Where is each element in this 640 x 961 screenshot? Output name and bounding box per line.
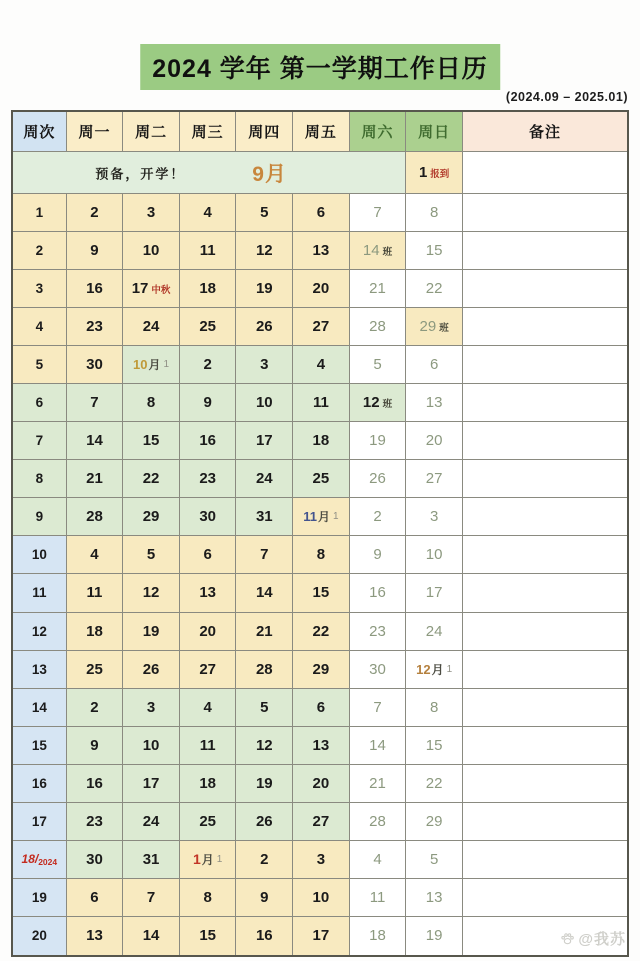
header-wednesday: 周三 — [180, 112, 237, 152]
week-number-cell: 3 — [13, 270, 67, 308]
day-cell: 17 — [236, 422, 293, 460]
remark-cell — [463, 232, 627, 270]
day-cell: 25 — [180, 803, 237, 841]
day-cell: 20 — [293, 765, 350, 803]
week-number-cell: 18/ 2024 — [13, 841, 67, 879]
day-cell: 26 — [123, 651, 180, 689]
day-cell: 8 — [123, 384, 180, 422]
day-cell: 23 — [350, 613, 407, 651]
day-cell: 18 — [350, 917, 407, 955]
day-cell: 21 — [350, 270, 407, 308]
day-cell: 20 — [406, 422, 463, 460]
day-cell: 6 — [67, 879, 124, 917]
day-cell: 2 — [67, 689, 124, 727]
day-cell: 22 — [293, 613, 350, 651]
day-cell: 26 — [236, 308, 293, 346]
day-cell: 3 — [123, 194, 180, 232]
day-cell: 9 — [67, 727, 124, 765]
week-number-cell: 2 — [13, 232, 67, 270]
day-cell: 8 — [293, 536, 350, 574]
watermark-text: @我苏 — [578, 931, 626, 948]
remark-cell — [463, 384, 627, 422]
day-cell: 24 — [123, 803, 180, 841]
day-cell: 30 — [67, 346, 124, 384]
month-banner-september — [13, 152, 406, 194]
day-cell: 8 — [180, 879, 237, 917]
day-cell: 7 — [67, 384, 124, 422]
day-cell: 17 — [406, 574, 463, 612]
day-cell: 23 — [67, 308, 124, 346]
remark-cell — [463, 803, 627, 841]
day-cell: 16 — [350, 574, 407, 612]
day-cell: 13 — [293, 727, 350, 765]
page-title: 2024 学年 第一学期工作日历 — [140, 44, 500, 90]
remark-cell — [463, 651, 627, 689]
day-cell: 2 — [67, 194, 124, 232]
day-cell: 9 — [180, 384, 237, 422]
day-cell: 12 班 — [350, 384, 407, 422]
remark-cell — [463, 460, 627, 498]
header-thursday: 周四 — [236, 112, 293, 152]
week-number-cell: 8 — [13, 460, 67, 498]
day-cell: 17 中秋 — [123, 270, 180, 308]
remark-cell — [463, 152, 627, 194]
day-cell: 22 — [123, 460, 180, 498]
day-cell: 11 月 1 — [293, 498, 350, 536]
day-cell: 10 — [406, 536, 463, 574]
day-cell: 21 — [67, 460, 124, 498]
day-cell: 1 月 1 — [180, 841, 237, 879]
day-cell: 14 — [67, 422, 124, 460]
paw-icon — [560, 931, 575, 946]
week-number-cell: 16 — [13, 765, 67, 803]
day-cell: 2 — [180, 346, 237, 384]
day-cell: 4 — [350, 841, 407, 879]
week-number-cell: 5 — [13, 346, 67, 384]
day-cell: 5 — [406, 841, 463, 879]
day-cell: 30 — [350, 651, 407, 689]
week-number-cell: 11 — [13, 574, 67, 612]
date-range-subtitle: (2024.09 – 2025.01) — [505, 90, 628, 104]
header-remarks: 备注 — [463, 112, 627, 152]
day-cell: 24 — [123, 308, 180, 346]
week-number-cell: 10 — [13, 536, 67, 574]
day-cell: 15 — [123, 422, 180, 460]
remark-cell — [463, 613, 627, 651]
week-number-cell: 13 — [13, 651, 67, 689]
remark-cell — [463, 422, 627, 460]
day-cell: 10 — [123, 727, 180, 765]
day-cell: 15 — [406, 727, 463, 765]
day-cell: 26 — [236, 803, 293, 841]
day-cell: 19 — [350, 422, 407, 460]
day-cell: 3 — [406, 498, 463, 536]
day-cell: 7 — [236, 536, 293, 574]
day-cell: 3 — [293, 841, 350, 879]
day-cell: 16 — [236, 917, 293, 955]
day-cell: 10 — [293, 879, 350, 917]
day-cell: 13 — [406, 384, 463, 422]
day-cell: 6 — [293, 689, 350, 727]
remark-cell — [463, 727, 627, 765]
day-cell: 24 — [236, 460, 293, 498]
day-cell: 12 — [236, 727, 293, 765]
day-cell: 29 班 — [406, 308, 463, 346]
day-cell: 10 月 1 — [123, 346, 180, 384]
day-cell: 27 — [180, 651, 237, 689]
day-cell: 8 — [406, 689, 463, 727]
day-cell: 26 — [350, 460, 407, 498]
day-cell: 11 — [180, 232, 237, 270]
month-label-september: 9月 — [252, 162, 287, 186]
week-number-cell: 19 — [13, 879, 67, 917]
day-cell: 5 — [350, 346, 407, 384]
day-cell: 13 — [180, 574, 237, 612]
day-cell: 5 — [236, 689, 293, 727]
day-cell: 23 — [180, 460, 237, 498]
day-cell: 7 — [350, 194, 407, 232]
day-cell: 19 — [236, 765, 293, 803]
day-cell: 12 月 1 — [406, 651, 463, 689]
day-cell: 9 — [67, 232, 124, 270]
day-cell: 16 — [180, 422, 237, 460]
day-cell: 27 — [406, 460, 463, 498]
day-cell: 31 — [123, 841, 180, 879]
header-week-no: 周次 — [13, 112, 67, 152]
day-cell: 5 — [236, 194, 293, 232]
day-cell: 18 — [180, 765, 237, 803]
day-cell: 27 — [293, 308, 350, 346]
remark-cell — [463, 879, 627, 917]
day-cell: 25 — [293, 460, 350, 498]
semester-calendar-table — [11, 110, 629, 957]
day-cell: 16 — [67, 765, 124, 803]
header-tuesday: 周二 — [123, 112, 180, 152]
day-cell: 28 — [236, 651, 293, 689]
day-cell: 14 — [350, 727, 407, 765]
day-cell: 14 班 — [350, 232, 407, 270]
day-cell: 18 — [293, 422, 350, 460]
day-cell: 2 — [236, 841, 293, 879]
day-cell: 18 — [180, 270, 237, 308]
remark-cell — [463, 308, 627, 346]
day-cell: 14 — [123, 917, 180, 955]
day-cell: 1 报到 — [406, 152, 463, 194]
day-cell: 15 — [180, 917, 237, 955]
day-cell: 19 — [406, 917, 463, 955]
day-cell: 4 — [67, 536, 124, 574]
day-cell: 18 — [67, 613, 124, 651]
day-cell: 16 — [67, 270, 124, 308]
day-cell: 2 — [350, 498, 407, 536]
day-cell: 17 — [293, 917, 350, 955]
header-sunday: 周日 — [406, 112, 463, 152]
day-cell: 31 — [236, 498, 293, 536]
week-number-cell: 4 — [13, 308, 67, 346]
week-number-cell: 6 — [13, 384, 67, 422]
day-cell: 9 — [236, 879, 293, 917]
day-cell: 14 — [236, 574, 293, 612]
day-cell: 6 — [406, 346, 463, 384]
day-cell: 30 — [180, 498, 237, 536]
remark-cell — [463, 194, 627, 232]
day-cell: 11 — [180, 727, 237, 765]
day-cell: 17 — [123, 765, 180, 803]
day-cell: 12 — [236, 232, 293, 270]
day-cell: 7 — [123, 879, 180, 917]
day-cell: 6 — [180, 536, 237, 574]
day-cell: 4 — [180, 689, 237, 727]
day-cell: 19 — [236, 270, 293, 308]
remark-cell — [463, 689, 627, 727]
day-cell: 10 — [236, 384, 293, 422]
watermark — [560, 928, 626, 949]
week-number-cell: 1 — [13, 194, 67, 232]
day-cell: 3 — [236, 346, 293, 384]
day-cell: 24 — [406, 613, 463, 651]
day-cell: 22 — [406, 270, 463, 308]
week-number-cell: 12 — [13, 613, 67, 651]
day-cell: 13 — [67, 917, 124, 955]
remark-cell — [463, 270, 627, 308]
day-cell: 27 — [293, 803, 350, 841]
day-cell: 29 — [293, 651, 350, 689]
day-cell: 19 — [123, 613, 180, 651]
day-cell: 13 — [406, 879, 463, 917]
day-cell: 25 — [67, 651, 124, 689]
week-number-cell: 9 — [13, 498, 67, 536]
day-cell: 21 — [236, 613, 293, 651]
day-cell: 22 — [406, 765, 463, 803]
day-cell: 15 — [293, 574, 350, 612]
day-cell: 30 — [67, 841, 124, 879]
week-number-cell: 15 — [13, 727, 67, 765]
day-cell: 10 — [123, 232, 180, 270]
remark-cell — [463, 574, 627, 612]
day-cell: 25 — [180, 308, 237, 346]
day-cell: 28 — [350, 803, 407, 841]
day-cell: 12 — [123, 574, 180, 612]
day-cell: 11 — [293, 384, 350, 422]
day-cell: 7 — [350, 689, 407, 727]
header-saturday: 周六 — [350, 112, 407, 152]
day-cell: 29 — [406, 803, 463, 841]
remark-cell — [463, 498, 627, 536]
day-cell: 11 — [67, 574, 124, 612]
day-cell: 11 — [350, 879, 407, 917]
day-cell: 4 — [293, 346, 350, 384]
day-cell: 29 — [123, 498, 180, 536]
week-number-cell: 7 — [13, 422, 67, 460]
remark-cell — [463, 346, 627, 384]
remark-cell — [463, 841, 627, 879]
day-cell: 20 — [180, 613, 237, 651]
semester-start-note: 预备，开学！ — [95, 166, 186, 181]
day-cell: 9 — [350, 536, 407, 574]
day-cell: 23 — [67, 803, 124, 841]
remark-cell — [463, 765, 627, 803]
header-friday: 周五 — [293, 112, 350, 152]
week-number-cell: 14 — [13, 689, 67, 727]
header-monday: 周一 — [67, 112, 124, 152]
week-number-cell: 17 — [13, 803, 67, 841]
remark-cell — [463, 536, 627, 574]
week-number-cell: 20 — [13, 917, 67, 955]
day-cell: 15 — [406, 232, 463, 270]
day-cell: 8 — [406, 194, 463, 232]
day-cell: 28 — [67, 498, 124, 536]
day-cell: 20 — [293, 270, 350, 308]
day-cell: 3 — [123, 689, 180, 727]
day-cell: 21 — [350, 765, 407, 803]
day-cell: 5 — [123, 536, 180, 574]
day-cell: 4 — [180, 194, 237, 232]
day-cell: 28 — [350, 308, 407, 346]
day-cell: 6 — [293, 194, 350, 232]
day-cell: 13 — [293, 232, 350, 270]
